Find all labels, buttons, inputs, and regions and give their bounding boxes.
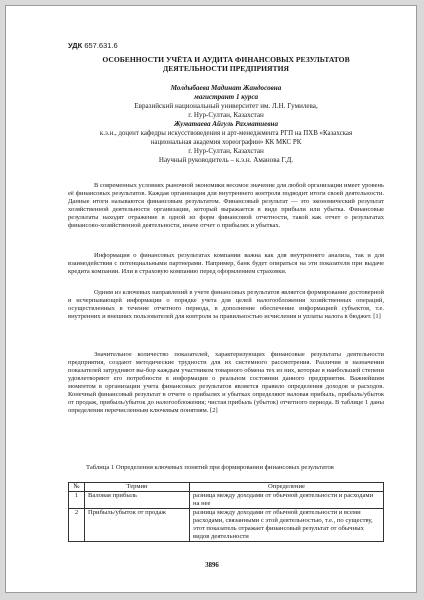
row-number: 2	[69, 509, 85, 542]
title-line-2: ДЕЯТЕЛЬНОСТИ ПРЕДПРИЯТИЯ	[163, 64, 289, 74]
author2-position-line-1: к.э.н., доцент кафедры искусствоведения и арт-менеджмента РГП на ПХВ «Казахская	[99, 130, 353, 137]
paragraph-1: В современных условиях рыночной экономики весомое значение для любой организации имеет уровень её финансовых результатов. Каждая организация для внутреннего контроля подводит итоги своей деятельности. Данные итоги называются финансовым результатом. Финансовый результат — это экономический результат хозяйственной деятельности организации, который выражается в виде прибыли или убытка. Финансовые результаты находят отражение в одной из форм финансовой отчетности, такой как отчет о результатах финансово-хозяйственной деятельности, иначе отчет о прибылях и убытках.	[68, 182, 384, 230]
row-definition: разница между доходами от обычной деятельности и всеми расходами, связанными с этой деятельностью, т.е., по существу, этот показатель отражает финансовый результат от обычных видов деятельности	[190, 509, 384, 542]
table-caption: Таблица 1 Определения ключевых понятий при формировании финансовых результатов	[86, 464, 334, 471]
document-page	[5, 5, 417, 593]
header-definition: Определение	[190, 483, 384, 492]
title-line-1: ОСОБЕННОСТИ УЧЁТА И АУДИТА ФИНАНСОВЫХ РЕЗУЛЬТАТОВ	[102, 55, 350, 64]
author1-city: г. Нур-Султан, Казахстан	[188, 111, 264, 119]
header-number: №	[69, 483, 85, 492]
scientific-supervisor: Научный руководитель – к.э.н. Аманова Г.Д.	[158, 156, 294, 164]
article-title	[68, 55, 384, 73]
header-term: Термин	[85, 483, 190, 492]
author2-position-line-2: национальная академия хореографии» КК МКС РК	[150, 139, 302, 146]
paragraph-2: Информация о финансовых результатах компании важна как для внутреннего анализа, так и для взаимодействия с потенциальными партнерами. Например, банк будет опираться на эти показатели при выдаче кредита компании. Или в страховую компанию перед оформлением страховки.	[68, 252, 384, 276]
paragraph-4: Значительное количество показателей, характеризующих финансовые результаты деятельности предприятия, создают методические трудности для их системного рассмотрения. Различия в назначении показателей затрудняют вы-бор каждым участником товарного обмена тех из них, которые в наибольшей степени удовлетворяют его потребности в информации о реальном состоянии данного предприятия. Важнейшим моментом в организации учета финансовых результатов является правило определения доходов и расходов. Конечный финансовый результат в отчете о прибылях и убытках определяют валовая прибыль, прибыль/убыток от продаж, прибыль/убыток до налогообложения; чистая прибыль (убыток) отчетного периода. В таблице 1 даны определения перечисленным ключевым понятиям. [2]	[68, 351, 384, 415]
table-row	[69, 509, 384, 542]
row-term: Прибыль/убыток от продаж	[85, 509, 190, 542]
author1-org: Евразийский национальный университет им. Л.Н. Гумилева,	[134, 102, 318, 110]
row-term: Валовая прибыль	[85, 492, 190, 509]
author1-name: Молдыбаева Мадинат Жандосовна	[170, 84, 282, 92]
table-row	[69, 492, 384, 509]
table-header-row	[69, 483, 384, 492]
author2-name: Жуматаева Айгуль Рахматиевна	[173, 120, 279, 128]
page-number: 3896	[205, 562, 219, 569]
author1-role: магистрант 1 курса	[194, 93, 258, 101]
definitions-table	[68, 482, 384, 542]
paragraph-3: Одним из ключевых направлений в учете финансовых результатов является формирование достоверной и исчерпывающей информации о порядке учета для целей налогообложения хозяйственных операций, осуществленных в течение отчетного периода, в дополнение обеспечение информацией субъектов, т.е. внутренних и внешних пользователей для контроля за правильностью исчисления и уплаты налога в бюджет. [1]	[68, 289, 384, 321]
author2-city: г. Нур-Султан, Казахстан	[188, 147, 264, 155]
row-definition: разница между доходами от обычной деятельности и расходами на нее	[190, 492, 384, 509]
row-number: 1	[69, 492, 85, 509]
udk-code: УДК 657.631.6	[68, 41, 118, 50]
